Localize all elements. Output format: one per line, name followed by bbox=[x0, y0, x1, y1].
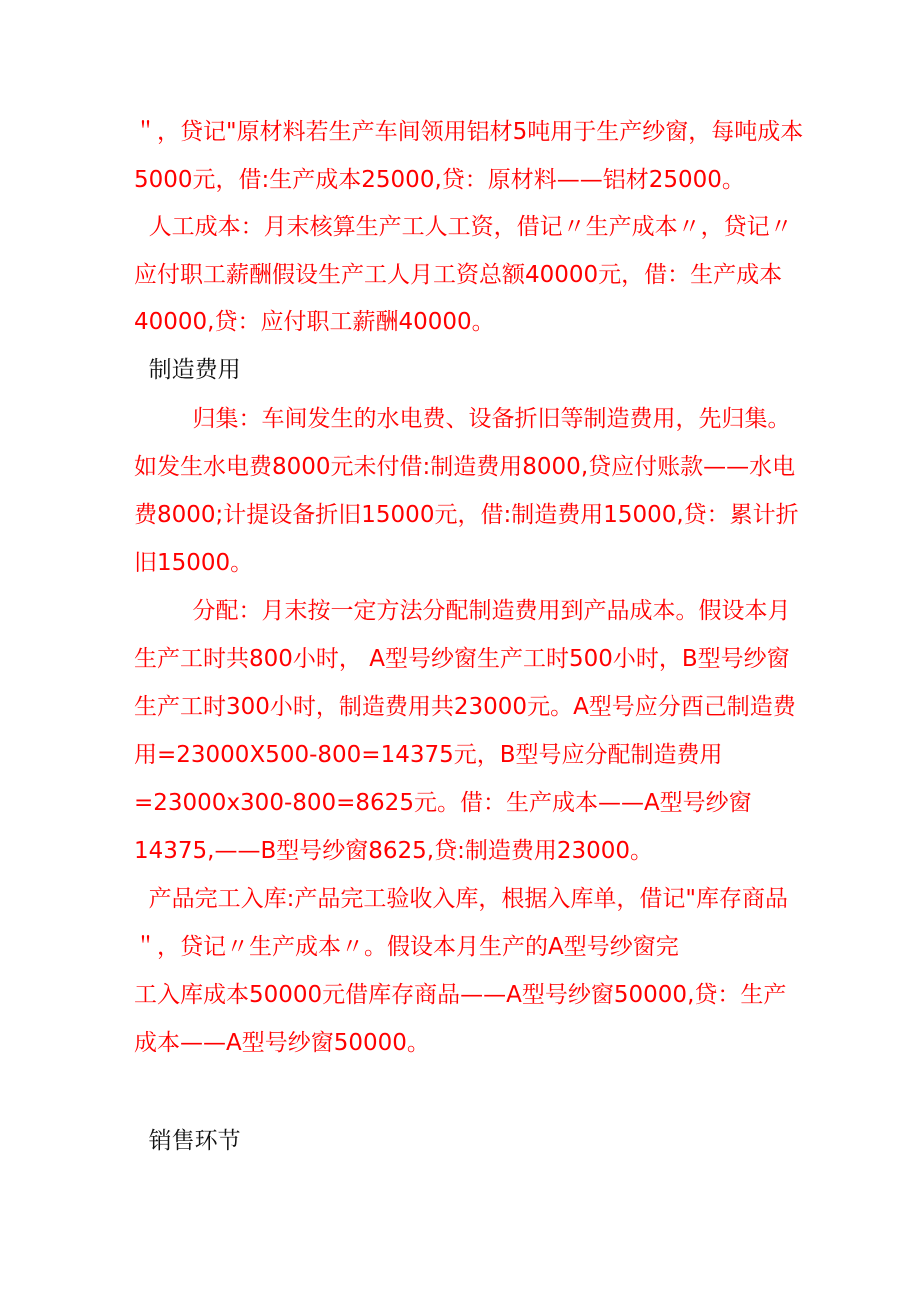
text-line: =23000x300-800=8625元。借：生产成本——A型号纱窗 bbox=[134, 790, 752, 816]
text-line: 生产工时300小时，制造费用共23000元。A型号应分酉己制造费 bbox=[134, 694, 796, 720]
text-line: 工入库成本50000元借库存商品——A型号纱窗50000,贷：生产 bbox=[134, 982, 787, 1008]
text-line: 用=23000X500-800=14375元，B型号应分配制造费用 bbox=[134, 742, 723, 768]
text-line: 14375,——B型号纱窗8625,贷:制造费用23000。 bbox=[134, 838, 654, 864]
text-line: 40000,贷：应付职工薪酬40000。 bbox=[134, 309, 495, 335]
text-line: 费8000;计提设备折旧15000元，借:制造费用15000,贷：累计折 bbox=[134, 502, 799, 528]
text-line: ＂，贷记"原材料若生产车间领用铝材5吨用于生产纱窗，每吨成本 bbox=[134, 119, 804, 145]
text-line: 5000元，借:生产成本25000,贷：原材料——铝材25000。 bbox=[134, 167, 745, 193]
text-line: 生产工时共800小时， A型号纱窗生产工时500小时，B型号纱窗 bbox=[134, 646, 790, 672]
text-line: ＂，贷记〃生产成本〃。假设本月生产的A型号纱窗完 bbox=[134, 934, 679, 960]
text-line: 产品完工入库:产品完工验收入库，根据入库单，借记"库存商品 bbox=[134, 886, 788, 912]
text-line: 分配：月末按一定方法分配制造费用到产品成本。假设本月 bbox=[134, 598, 791, 624]
text-line: 归集：车间发生的水电费、设备折旧等制造费用，先归集。 bbox=[134, 406, 791, 432]
text-line: 旧15000。 bbox=[134, 550, 254, 576]
text-line: 人工成本：月末核算生产工人工资，借记〃生产成本〃，贷记〃 bbox=[134, 214, 793, 240]
section-heading-sales: 销售环节 bbox=[134, 1128, 241, 1154]
text-line: 成本——A型号纱窗50000。 bbox=[134, 1030, 430, 1056]
text-line: 如发生水电费8000元未付借:制造费用8000,贷应付账款——水电 bbox=[134, 454, 796, 480]
section-heading-manufacturing: 制造费用 bbox=[134, 357, 241, 383]
text-line: 应付职工薪酬假设生产工人月工资总额40000元，借：生产成本 bbox=[134, 262, 783, 288]
